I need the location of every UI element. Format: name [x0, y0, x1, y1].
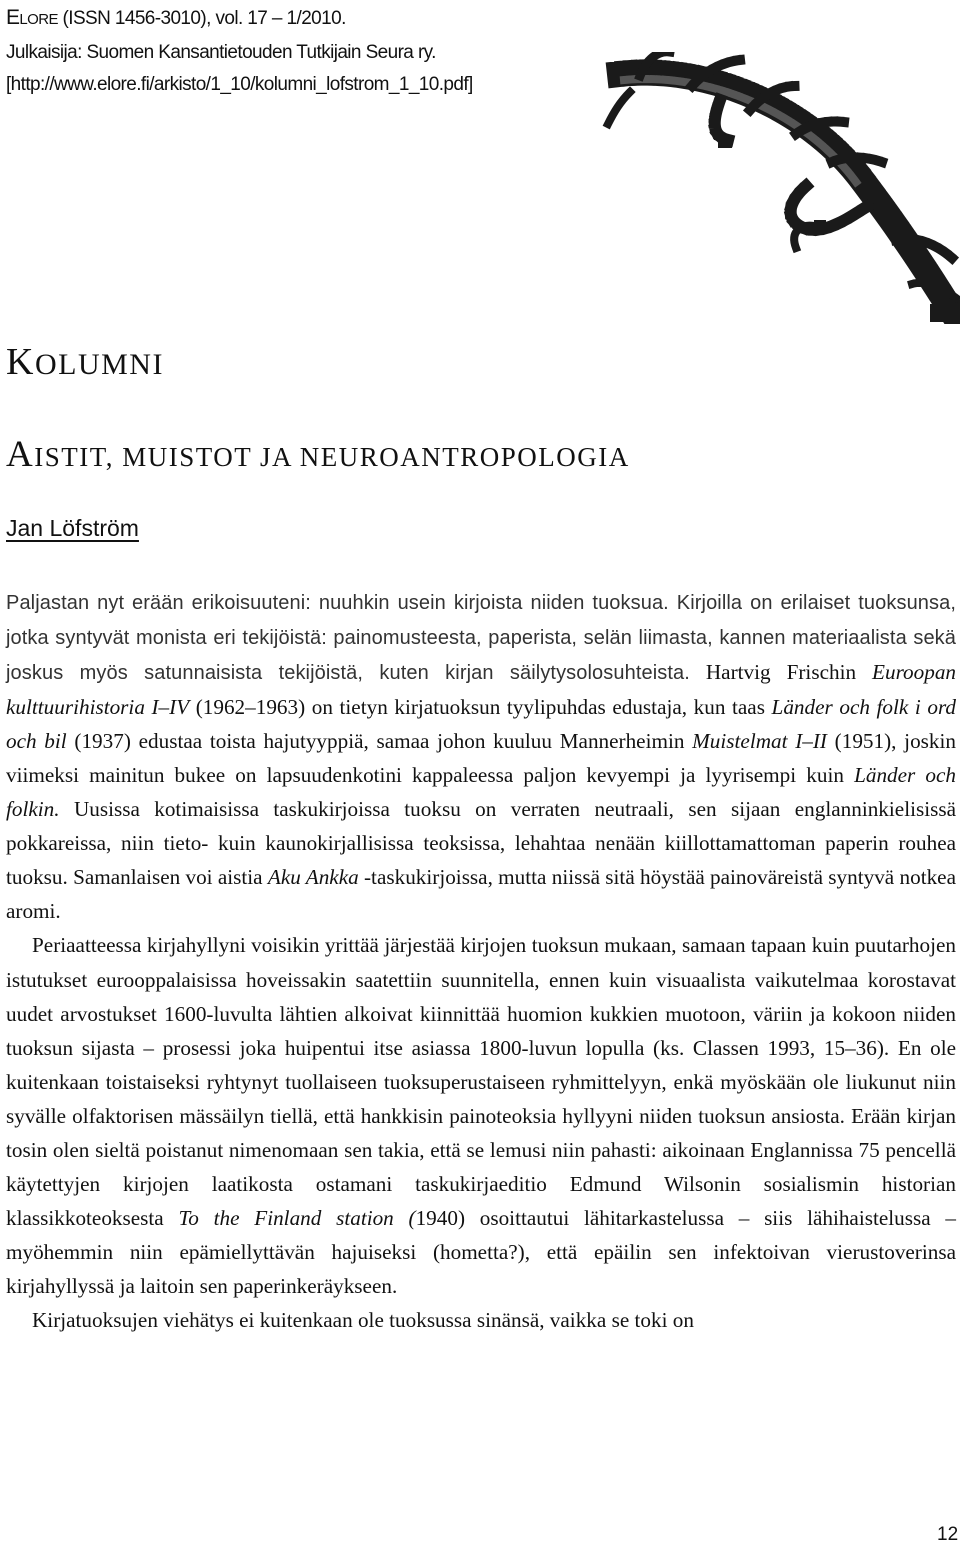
section-label: KOLUMNI	[6, 341, 164, 383]
journal-header	[6, 2, 473, 102]
article-title: AISTIT, MUISTOT JA NEUROANTROPOLOGIA	[6, 434, 630, 475]
page-number: 12	[937, 1524, 959, 1545]
publisher-line: Julkaisija: Suomen Kansantietouden Tutkijain Seura ry.	[6, 41, 436, 63]
journal-citation: ELORE (ISSN 1456-3010), vol. 17 – 1/2010.	[6, 6, 346, 29]
elore-reindeer-antler-logo	[600, 52, 960, 324]
source-url[interactable]: [http://www.elore.fi/arkisto/1_10/kolumni_lofstrom_1_10.pdf]	[6, 74, 473, 95]
paragraph-2: Periaatteessa kirjahyllyni voisikin yrittää järjestää kirjojen tuoksun mukaan, samaan tapaan kuin puutarhojen istutukset eurooppalaisissa hoveissakin saatettiin suunnitella, ennen kuin visuaalista vaikutelmaa korostavat uudet arvostukset 1600-luvulta lähtien alkoivat kiinnittää huomion kukkien muotoon, väriin ja kokoon niiden tuoksun sijasta – prosessi joka huipentui itse asiassa 1800-luvun lopulla (ks. Classen 1993, 15–36). En ole kuitenkaan toistaiseksi ryhtynyt tuollaiseen tuoksuperustaiseen ryhmittelyyn, enkä myöskään ole liukunut niin syvälle olfaktorisen mässäilyn tiellä, että hankkisin painoteoksia hyllyyni niiden tuoksun ansiosta. Erään kirjan tosin olen sieltä poistanut nimenomaan sen takia, että se lemusi niin pahasti: aikoinaan Englannissa 75 pencellä käytettyjen kirjojen laatikosta ostamani taskukirjaeditio Edmund Wilsonin sosialismin historian klassikkoteoksesta To the Finland station (1940) osoittautui lähitarkastelussa – siis lähihaistelussa – myöhemmin niin epämiellyttävän hajuiseksi (hometta?), että epäilin sen infektoivan vierustoverinsa kirjahyllyssä ja laitoin sen paperinkeräykseen.	[6, 933, 956, 1298]
paragraph-3: Kirjatuoksujen viehätys ei kuitenkaan ole tuoksussa sinänsä, vaikka se toki on	[32, 1307, 694, 1332]
paragraph-1: Paljastan nyt erään erikoisuuteni: nuuhkin usein kirjoista niiden tuoksua. Kirjoilla on erilaiset tuoksunsa, jotka syntyvät monista eri tekijöistä: painomusteesta, paperista, selän liimasta, kannen materiaalista sekä joskus myös satunnaisista tekijöistä, kuten kirjan säilytysolosuhteista. Hartvig Frischin Euroopan kulttuurihistoria I–IV (1962–1963) on tietyn kirjatuoksun tyylipuhdas edustaja, kun taas Länder och folk i ord och bil (1937) edustaa toista hajutyyppiä, samaa johon kuuluu Mannerheimin Muistelmat I–II (1951), joskin viimeksi mainitun bukee on lapsuudenkotini kappaleessa paljon kevyempi ja lyyrisempi kuin Länder och folkin. Uusissa kotimaisissa taskukirjoissa tuoksu on verraten neutraali, sen sijaan englanninkielisissä pokkareissa, niin tieto- kuin kaunokirjallisissa teoksissa, lehahtaa nenään kiillottamattoman paperin rouhea tuoksu. Samanlaisen voi aistia Aku Ankka -taskukirjoissa, mutta niissä sitä höystää painoväreistä syntyvä notkea aromi.	[6, 592, 957, 924]
article-body	[6, 585, 956, 1337]
author-name[interactable]: Jan Löfström	[6, 515, 139, 541]
